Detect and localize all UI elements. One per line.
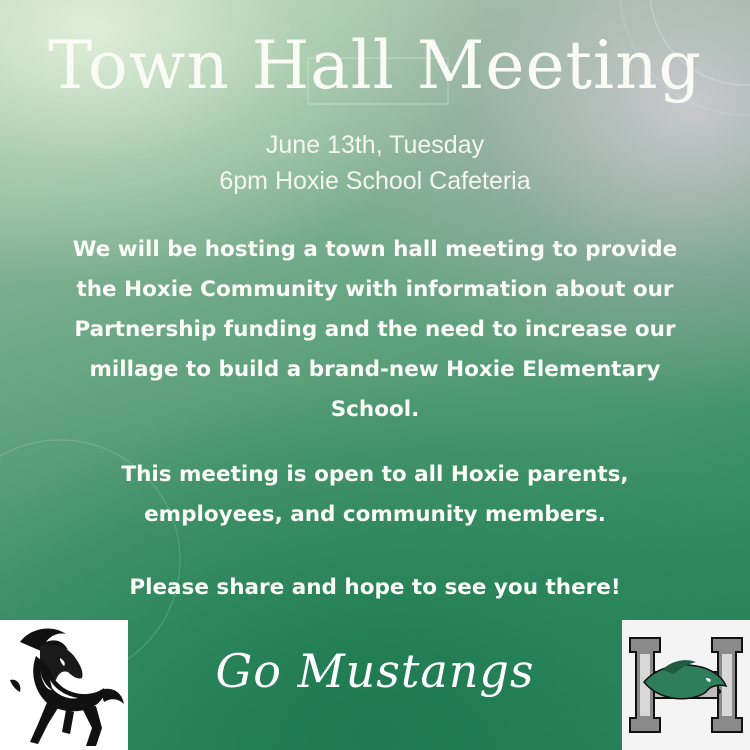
audience-line: employees, and community members.: [144, 502, 606, 527]
mustang-icon: [0, 620, 128, 750]
description-line: the Hoxie Community with information about our: [76, 277, 674, 302]
share-message: Please share and hope to see you there!: [129, 575, 621, 600]
audience-line: This meeting is open to all Hoxie parents,: [121, 462, 629, 487]
event-date: June 13th, Tuesday: [265, 131, 485, 159]
mustang-mascot-logo: [0, 620, 128, 750]
description-paragraph: [30, 230, 720, 430]
h-mustang-icon: [622, 620, 750, 750]
page-title: Town Hall Meeting: [48, 27, 702, 104]
tagline: Go Mustangs: [215, 644, 535, 698]
description-line: Partnership funding and the need to increase our: [74, 317, 676, 342]
description-line: millage to build a brand-new Hoxie Elementary: [89, 357, 661, 382]
audience-paragraph: [30, 455, 720, 535]
hoxie-h-logo: [622, 620, 750, 750]
description-line: School.: [330, 397, 420, 422]
description-line: We will be hosting a town hall meeting to provide: [72, 237, 678, 262]
event-time-location: 6pm Hoxie School Cafeteria: [219, 167, 531, 195]
